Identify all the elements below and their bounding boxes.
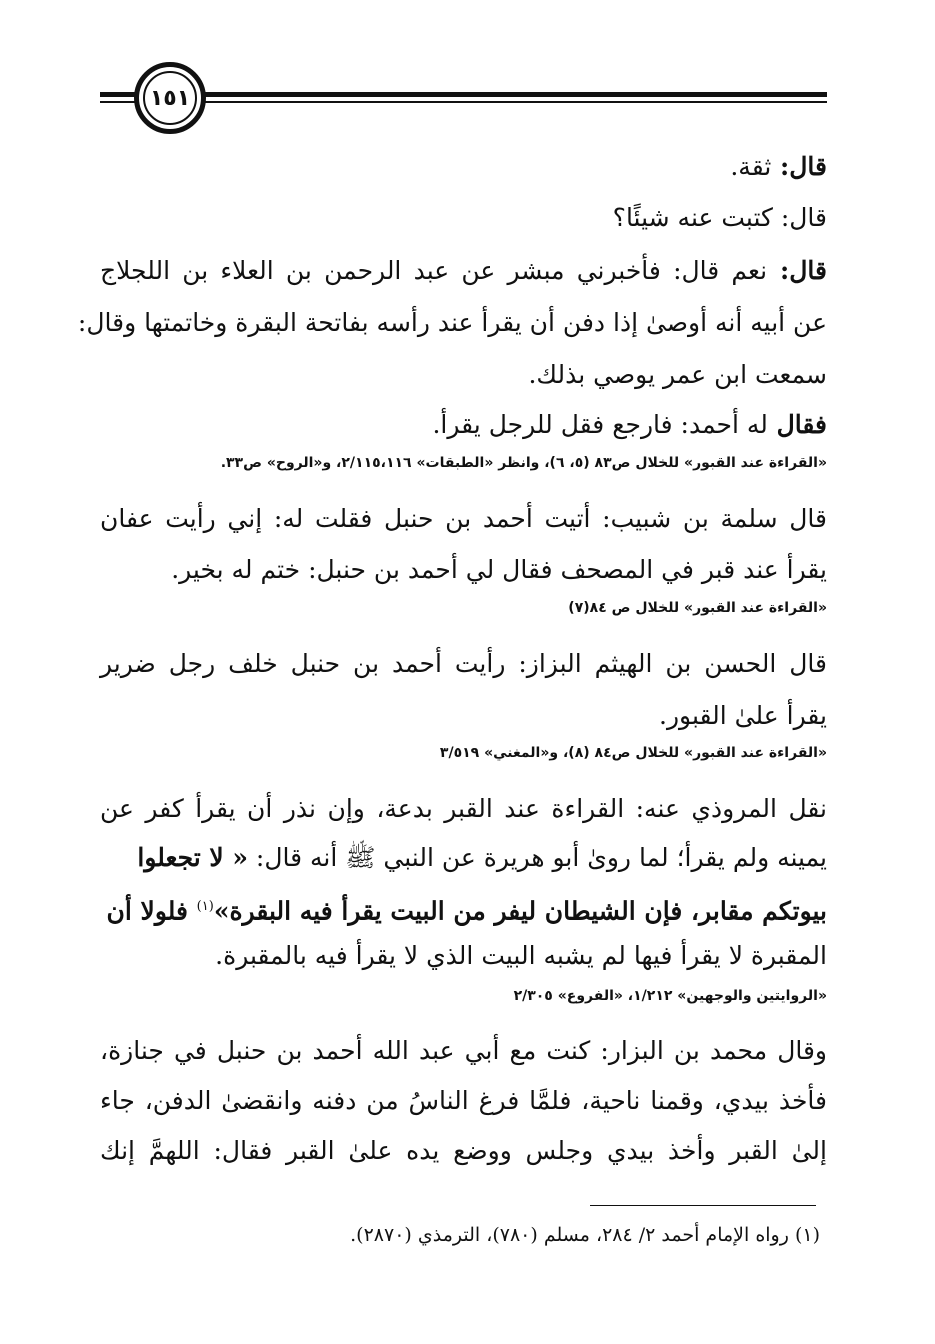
paragraph-line	[100, 252, 827, 290]
line-text: يقرأ عند قبر في المصحف فقال لي أحمد بن حنبل: ختم له بخير.	[171, 555, 827, 584]
hadith-text: « لا تجعلوا	[137, 843, 248, 872]
header-rule-thin	[205, 101, 827, 103]
speaker-label: قال:	[771, 152, 827, 181]
line-text: قال الحسن بن الهيثم البزاز: رأيت أحمد بن حنبل خلف رجل ضرير	[100, 649, 827, 678]
speaker-label: قال:	[767, 256, 827, 285]
paragraph-line	[100, 1132, 827, 1170]
line-text: سمعت ابن عمر يوصي بذلك.	[528, 360, 827, 389]
source-reference: «القراءة عند القبور» للخلال ص٨٤ (٨)، و«المغني» ٣/٥١٩	[439, 745, 827, 761]
line-text: نقل المروذي عنه: القراءة عند القبر بدعة، وإن نذر أن يقرأ كفر عن	[100, 794, 827, 823]
line-text: إلىٰ القبر وأخذ بيدي وجلس ووضع يده علىٰ القبر فقال: اللهمَّ إنك	[100, 1136, 827, 1165]
paragraph-line	[100, 1082, 827, 1120]
line-text: قال سلمة بن شبيب: أتيت أحمد بن حنبل فقلت له: إني رأيت عفان	[100, 504, 827, 533]
line-text: عن أبيه أنه أوصىٰ إذا دفن أن يقرأ عند رأسه بفاتحة البقرة وخاتمتها وقال:	[77, 308, 827, 337]
line-text: نعم قال: فأخبرني مبشر عن عبد الرحمن بن العلاء بن اللجلاج	[100, 256, 768, 285]
paragraph-line	[100, 937, 827, 975]
source-reference: «الروايتين والوجهين» ١/٢١٢، «الفروع» ٢/٣٠٥	[513, 988, 827, 1004]
paragraph-line	[100, 697, 827, 735]
speaker-label: فقال	[767, 410, 827, 439]
paragraph-line	[100, 148, 827, 186]
paragraph-line	[100, 839, 827, 877]
line-text: يقرأ علىٰ القبور.	[659, 701, 827, 730]
header-rule	[205, 92, 827, 97]
paragraph-line	[100, 1032, 827, 1070]
footnote: (١) رواه الإمام أحمد ٢/ ٢٨٤، مسلم (٧٨٠)، الترمذي (٢٨٧٠).	[350, 1224, 820, 1246]
line-text: يمينه ولم يقرأ؛ لما روىٰ أبو هريرة عن النبي ﷺ أنه قال:	[247, 843, 827, 872]
line-text: المقبرة لا يقرأ فيها لم يشبه البيت الذي لا يقرأ فيه بالمقبرة.	[215, 941, 827, 970]
paragraph-line	[100, 551, 827, 589]
footnote-divider	[590, 1205, 816, 1206]
footnote-marker: (١)	[196, 899, 214, 914]
paragraph-line	[77, 304, 827, 342]
paragraph-line	[100, 406, 827, 444]
page-number-ring	[143, 71, 197, 125]
paragraph-line	[100, 356, 827, 394]
source-reference: «القراءة عند القبور» للخلال ص٨٣ (٥، ٦)، وانظر «الطبقات» ٢/١١٥،١١٦، و«الروح» ص٣٣.	[220, 455, 827, 471]
paragraph-line	[100, 645, 827, 683]
line-text: له أحمد: فارجع فقل للرجل يقرأ.	[432, 410, 768, 439]
page-number: ١٥١	[149, 85, 191, 111]
line-text: وقال محمد بن البزار: كنت مع أبي عبد الله أحمد بن حنبل في جنازة،	[100, 1036, 827, 1065]
line-text: ثقة.	[730, 152, 772, 181]
hadith-text: بيوتكم مقابر، فإن الشيطان ليفر من البيت يقرأ فيه البقرة»	[213, 896, 827, 926]
paragraph-line	[100, 888, 827, 930]
paragraph-line	[100, 199, 827, 237]
page-number-badge	[134, 62, 206, 134]
line-text: فأخذ بيدي، وقمنا ناحية، فلمَّا فرغ الناسُ من دفنه وانقضىٰ الدفن، جاء	[100, 1086, 827, 1115]
line-text: قال: كتبت عنه شيئًا؟	[612, 203, 827, 232]
line-text: فلولا أن	[106, 896, 197, 926]
paragraph-line	[100, 790, 827, 828]
source-reference: «القراءة عند القبور» للخلال ص ٨٤(٧)	[568, 600, 827, 616]
paragraph-line	[100, 500, 827, 538]
